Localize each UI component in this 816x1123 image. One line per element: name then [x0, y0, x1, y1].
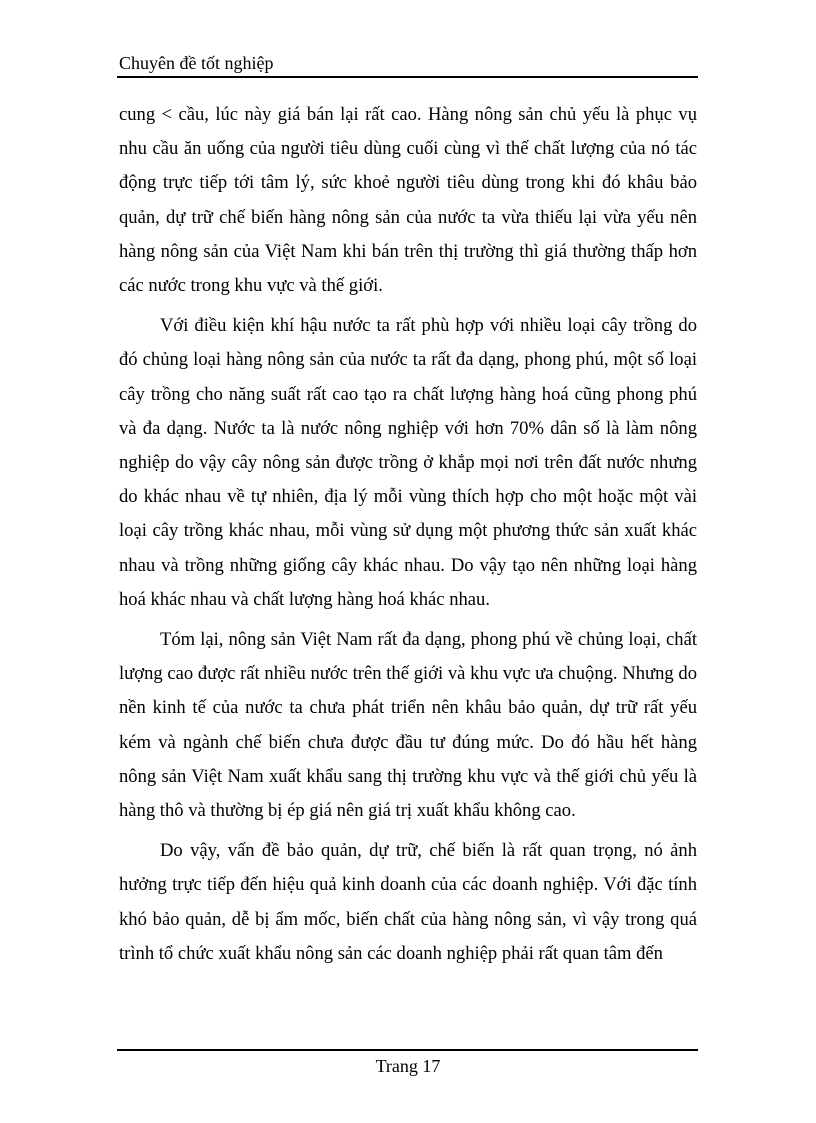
body-text [119, 98, 697, 977]
footer-rule [117, 1049, 698, 1051]
paragraph-preservation: Do vậy, vấn đề bảo quản, dự trữ, chế biến là rất quan trọng, nó ảnh hưởng trực tiếp đến hiệu quả kinh doanh của các doanh nghiệp. Với đặc tính khó bảo quản, dễ bị ẩm mốc, biến chất của hàng nông sản, vì vậy trong quá trình tổ chức xuất khẩu nông sản các doanh nghiệp phải rất quan tâm đến [119, 840, 697, 964]
page-number: Trang 17 [375, 1056, 441, 1076]
paragraph-summary: Tóm lại, nông sản Việt Nam rất đa dạng, phong phú về chủng loại, chất lượng cao được rất nhiều nước trên thế giới và khu vực ưa chuộng. Nhưng do nền kinh tế của nước ta chưa phát triển nên khâu bảo quản, dự trữ rất yếu kém và ngành chế biến chưa được đầu tư đúng mức. Do đó hầu hết hàng nông sản Việt Nam xuất khẩu sang thị trường khu vực và thế giới chủ yếu là hàng thô và thường bị ép giá nên giá trị xuất khẩu không cao. [119, 629, 697, 822]
paragraph-continuation: cung < cầu, lúc này giá bán lại rất cao. Hàng nông sản chủ yếu là phục vụ nhu cầu ăn uống của người tiêu dùng cuối cùng vì thế chất lượng của nó tác động trực tiếp tới tâm lý, sức khoẻ người tiêu dùng trong khi đó khâu bảo quản, dự trữ chế biến hàng nông sản của nước ta vừa thiếu lại vừa yếu nên hàng nông sản của Việt Nam khi bán trên thị trường thì giá thường thấp hơn các nước trong khu vực và thế giới. [119, 104, 697, 297]
paragraph-climate: Với điều kiện khí hậu nước ta rất phù hợp với nhiều loại cây trồng do đó chủng loại hàng nông sản của nước ta rất đa dạng, phong phú, một số loại cây trồng cho năng suất rất cao tạo ra chất lượng hàng hoá cũng phong phú và đa dạng. Nước ta là nước nông nghiệp với hơn 70% dân số là làm nông nghiệp do vậy cây nông sản được trồng ở khắp mọi nơi trên đất nước nhưng do khác nhau về tự nhiên, địa lý mỗi vùng thích hợp cho một hoặc một vài loại cây trồng khác nhau, mỗi vùng sử dụng một phương thức sản xuất khác nhau và trồng những giống cây khác nhau. Do vậy tạo nên những loại hàng hoá khác nhau và chất lượng hàng hoá khác nhau. [119, 315, 697, 610]
header-title: Chuyên đề tốt nghiệp [119, 53, 274, 73]
header-rule [117, 76, 698, 78]
